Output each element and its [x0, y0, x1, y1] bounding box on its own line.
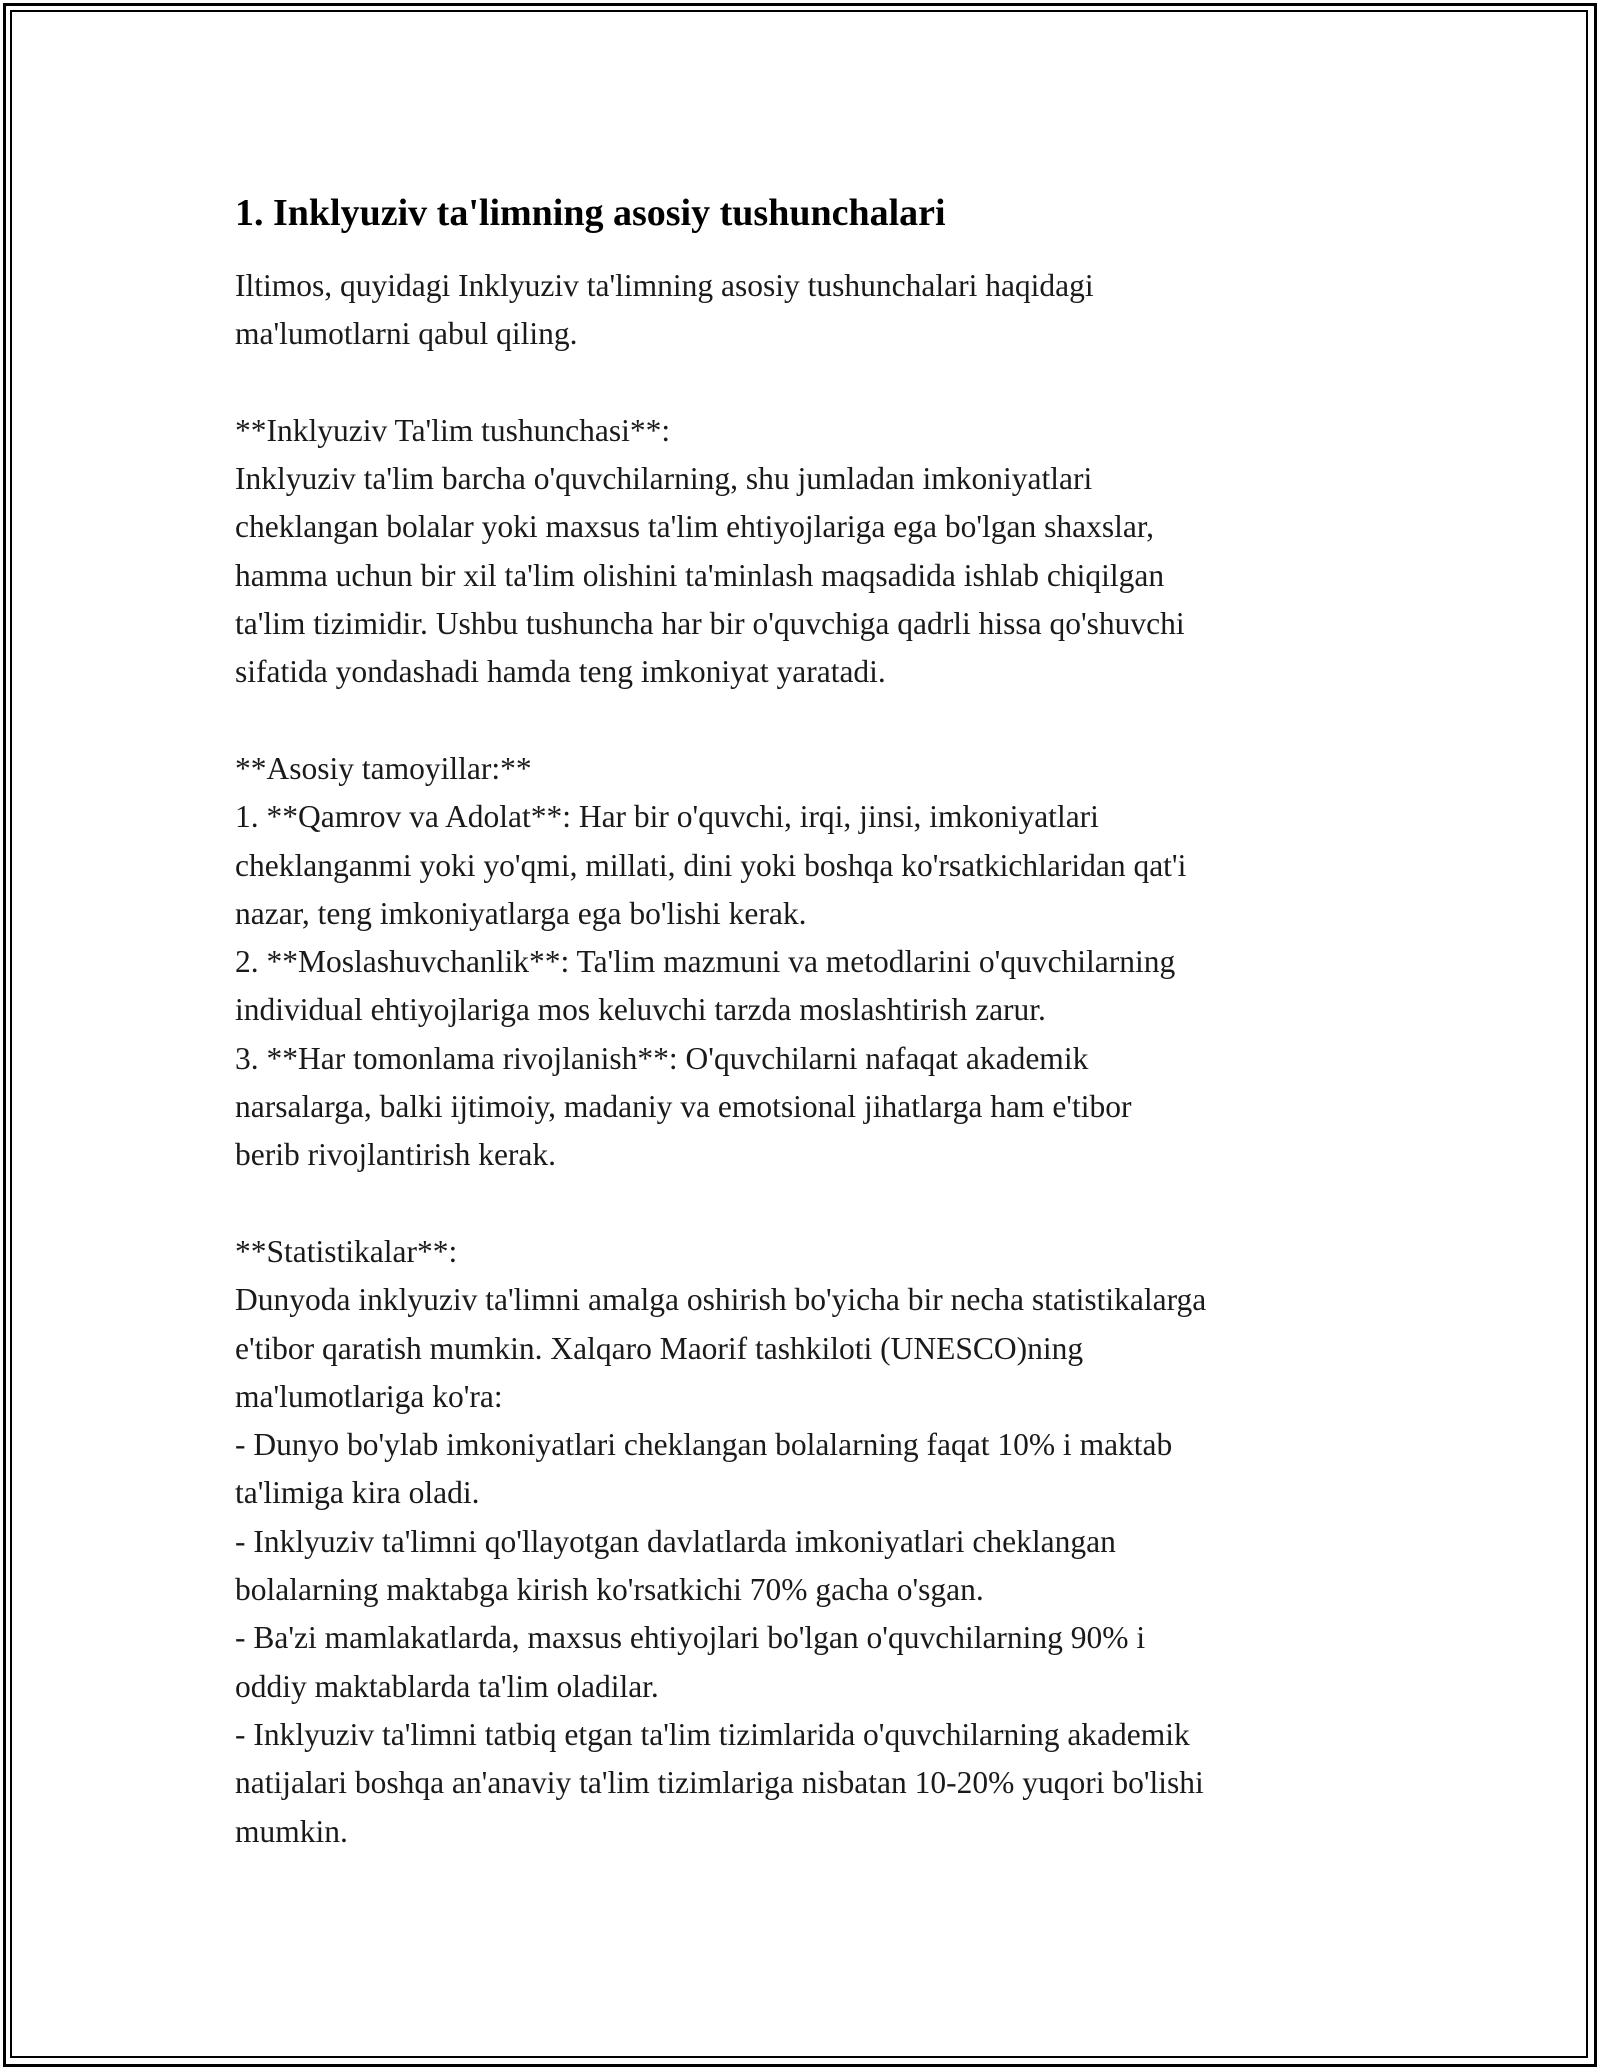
principles-title: **Asosiy tamoyillar:**	[235, 750, 532, 786]
section-heading: 1. Inklyuziv ta'limning asosiy tushunchalari	[235, 192, 946, 234]
principle-item: 3. **Har tomonlama rivojlanish**: O'quvchilarni nafaqat akademik narsalarga, balki ijtimoiy, madaniy va emotsional jihatlarga ham e'tibor berib rivojlantirish kerak.	[235, 1040, 1132, 1173]
concept-body: Inklyuziv ta'lim barcha o'quvchilarning, shu jumladan imkoniyatlari cheklangan bolalar yoki maxsus ta'lim ehtiyojlariga ega bo'lgan shaxslar, hamma uchun bir xil ta'lim olishini ta'minlash maqsadida ishlab chiqilgan ta'lim tizimidir. Ushbu tushuncha har bir o'quvchiga qadrli hissa qo'shuvchi sifatida yondashadi hamda teng imkoniyat yaratadi.	[235, 461, 1185, 690]
paragraph-gap	[235, 697, 1405, 745]
statistics-item: - Ba'zi mamlakatlarda, maxsus ehtiyojlari bo'lgan o'quvchilarning 90% i oddiy maktablarda ta'lim oladilar.	[235, 1620, 1146, 1704]
concept-title: **Inklyuziv Ta'lim tushunchasi**:	[235, 412, 671, 448]
principle-item: 2. **Moslashuvchanlik**: Ta'lim mazmuni va metodlarini o'quvchilarning individual ehtiyojlariga mos keluvchi tarzda moslashtirish zarur.	[235, 944, 1176, 1028]
statistics-body: Dunyoda inklyuziv ta'limni amalga oshirish bo'yicha bir necha statistikalarga e'tibor qaratish mumkin. Xalqaro Maorif tashkiloti (UNESCO)ning ma'lumotlariga ko'ra:	[235, 1282, 1207, 1414]
statistics-item: - Inklyuziv ta'limni tatbiq etgan ta'lim tizimlarida o'quvchilarning akademik natijalari boshqa an'anaviy ta'lim tizimlariga nisbatan 10-20% yuqori bo'lishi mumkin.	[235, 1716, 1204, 1849]
document-page	[235, 186, 1405, 1856]
paragraph-gap	[235, 359, 1405, 407]
statistics-item: - Inklyuziv ta'limni qo'llayotgan davlatlarda imkoniyatlari cheklangan bolalarning maktabga kirish ko'rsatkichi 70% gacha o'sgan.	[235, 1523, 1116, 1608]
principle-item: 1. **Qamrov va Adolat**: Har bir o'quvchi, irqi, jinsi, imkoniyatlari cheklanganmi yoki yo'qmi, millati, dini yoki boshqa ko'rsatkichlaridan qat'i nazar, teng imkoniyatlarga ega bo'lishi kerak.	[235, 799, 1187, 931]
intro-paragraph: Iltimos, quyidagi Inklyuziv ta'limning asosiy tushunchalari haqidagi ma'lumotlarni qabul qiling.	[235, 268, 1094, 352]
statistics-item: - Dunyo bo'ylab imkoniyatlari cheklangan bolalarning faqat 10% i maktab ta'limiga kira oladi.	[235, 1427, 1173, 1511]
statistics-title: **Statistikalar**:	[235, 1233, 458, 1269]
paragraph-gap	[235, 1180, 1405, 1228]
